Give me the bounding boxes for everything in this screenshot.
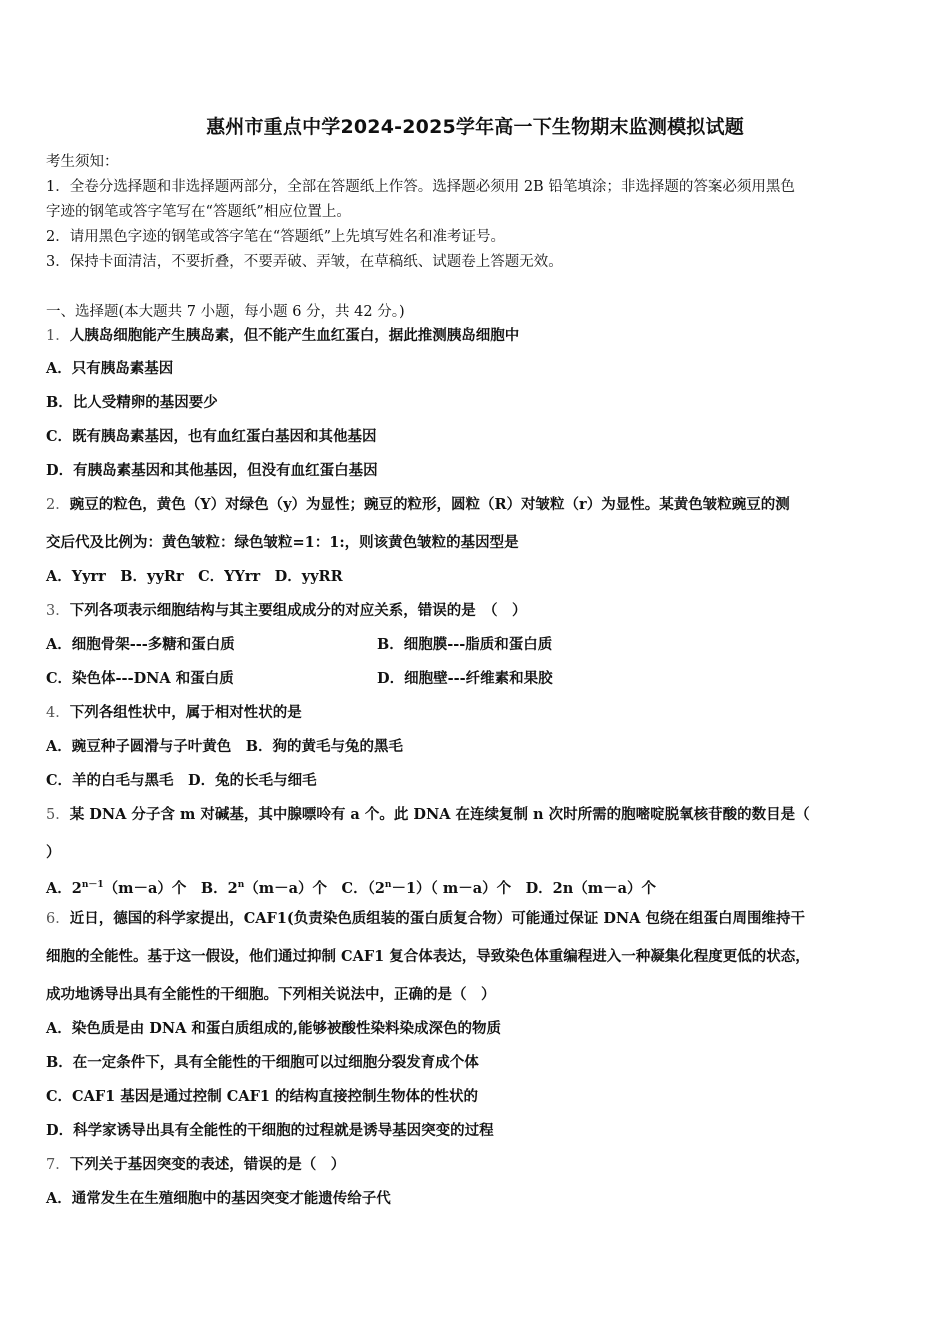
page-title: 惠州市重点中学2024-2025学年高一下生物期末监测模拟试题 bbox=[206, 116, 744, 138]
option-d: D．有胰岛素基因和其他基因，但没有血红蛋白基因 bbox=[46, 462, 378, 479]
question-stem-cont: ） bbox=[46, 844, 61, 861]
notice-heading: 考生须知： bbox=[46, 154, 119, 170]
question-7 bbox=[46, 1155, 345, 1175]
question-stem-cont: 细胞的全能性。基于这一假设，他们通过抑制 CAF1 复合体表达，导致染色体重编程进入一种凝集化程度更低的状态， bbox=[46, 948, 810, 965]
options-row bbox=[46, 875, 656, 899]
option-text: （m－a）个 B．2 bbox=[103, 880, 238, 897]
option-c: C．CAF1 基因是通过控制 CAF1 的结构直接控制生物体的性状的 bbox=[46, 1088, 479, 1105]
question-stem: 人胰岛细胞能产生胰岛素，但不能产生血红蛋白，据此推测胰岛细胞中 bbox=[69, 327, 520, 344]
option-text: A．2 bbox=[46, 880, 82, 897]
options-row: C．羊的白毛与黑毛 D．兔的长毛与细毛 bbox=[46, 772, 317, 789]
question-3 bbox=[46, 601, 526, 621]
notice-item: 2．请用黑色字迹的钢笔或答字笔在“答题纸”上先填写姓名和准考证号。 bbox=[46, 229, 506, 245]
question-stem-cont: 成功地诱导出具有全能性的干细胞。下列相关说法中，正确的是（ ） bbox=[46, 986, 496, 1003]
question-number: 5． bbox=[46, 807, 70, 823]
option-d: D．科学家诱导出具有全能性的干细胞的过程就是诱导基因突变的过程 bbox=[46, 1122, 494, 1139]
option-b: B．比人受精卵的基因要少 bbox=[46, 394, 218, 411]
option-text: －1）（ m－a）个 D．2n（m－a）个 bbox=[391, 880, 657, 897]
option-a: A．通常发生在生殖细胞中的基因突变才能遗传给子代 bbox=[46, 1190, 391, 1207]
notice-item: 字迹的钢笔或答字笔写在“答题纸”相应位置上。 bbox=[46, 204, 351, 220]
question-4 bbox=[46, 703, 302, 723]
notice-item: 3．保持卡面清洁，不要折叠，不要弄破、弄皱，在草稿纸、试题卷上答题无效。 bbox=[46, 254, 563, 270]
question-number: 6． bbox=[46, 911, 70, 927]
option-b: B．细胞膜---脂质和蛋白质 bbox=[377, 636, 553, 653]
option-c: C．既有胰岛素基因，也有血红蛋白基因和其他基因 bbox=[46, 428, 377, 445]
question-number: 2． bbox=[46, 497, 70, 513]
question-2 bbox=[46, 495, 790, 515]
question-number: 3． bbox=[46, 603, 70, 619]
option-b: B．在一定条件下，具有全能性的干细胞可以过细胞分裂发育成个体 bbox=[46, 1054, 479, 1071]
section-heading: 一、选择题(本大题共 7 小题，每小题 6 分，共 42 分。) bbox=[46, 304, 405, 320]
question-number: 4． bbox=[46, 705, 70, 721]
option-d: D．细胞壁---纤维素和果胶 bbox=[377, 670, 553, 687]
question-6 bbox=[46, 909, 805, 929]
question-stem: 某 DNA 分子含 m 对碱基，其中腺嘌呤有 a 个。此 DNA 在连续复制 n 次时所需的胞嘧啶脱氧核苷酸的数目是（ bbox=[69, 806, 810, 823]
option-a: A．染色质是由 DNA 和蛋白质组成的,能够被酸性染料染成深色的物质 bbox=[46, 1020, 501, 1037]
question-stem: 下列各项表示细胞结构与其主要组成成分的对应关系，错误的是 （ ） bbox=[69, 602, 527, 619]
exponent: n－1 bbox=[81, 880, 104, 890]
options-row: A．豌豆种子圆滑与子叶黄色 B．狗的黄毛与兔的黑毛 bbox=[46, 738, 404, 755]
option-a: A．细胞骨架---多糖和蛋白质 bbox=[46, 636, 235, 653]
question-1 bbox=[46, 326, 519, 346]
exponent: n bbox=[384, 880, 392, 890]
question-stem: 近日，德国的科学家提出，CAF1(负责染色质组装的蛋白质复合物）可能通过保证 DNA 包绕在组蛋白周围维持干 bbox=[69, 910, 805, 927]
question-stem: 豌豆的粒色，黄色（Y）对绿色（y）为显性；豌豆的粒形，圆粒（R）对皱粒（r）为显性。某黄色皱粒豌豆的测 bbox=[69, 496, 790, 513]
question-5 bbox=[46, 805, 810, 825]
question-number: 7． bbox=[46, 1157, 70, 1173]
question-number: 1． bbox=[46, 328, 70, 344]
question-stem: 下列各组性状中，属于相对性状的是 bbox=[69, 704, 302, 721]
option-c: C．染色体---DNA 和蛋白质 bbox=[46, 670, 234, 687]
exponent: n bbox=[237, 880, 245, 890]
options-row: A．Yyrr B．yyRr C．YYrr D．yyRR bbox=[46, 568, 343, 585]
option-text: （m－a）个 C．（2 bbox=[244, 880, 385, 897]
question-stem: 下列关于基因突变的表述，错误的是（ ） bbox=[69, 1156, 346, 1173]
notice-item: 1．全卷分选择题和非选择题两部分，全部在答题纸上作答。选择题必须用 2B 铅笔填涂；非选择题的答案必须用黑色 bbox=[46, 179, 795, 195]
option-a: A．只有胰岛素基因 bbox=[46, 360, 174, 377]
question-stem-cont: 交后代及比例为：黄色皱粒：绿色皱粒=1：1:，则该黄色皱粒的基因型是 bbox=[46, 534, 519, 551]
